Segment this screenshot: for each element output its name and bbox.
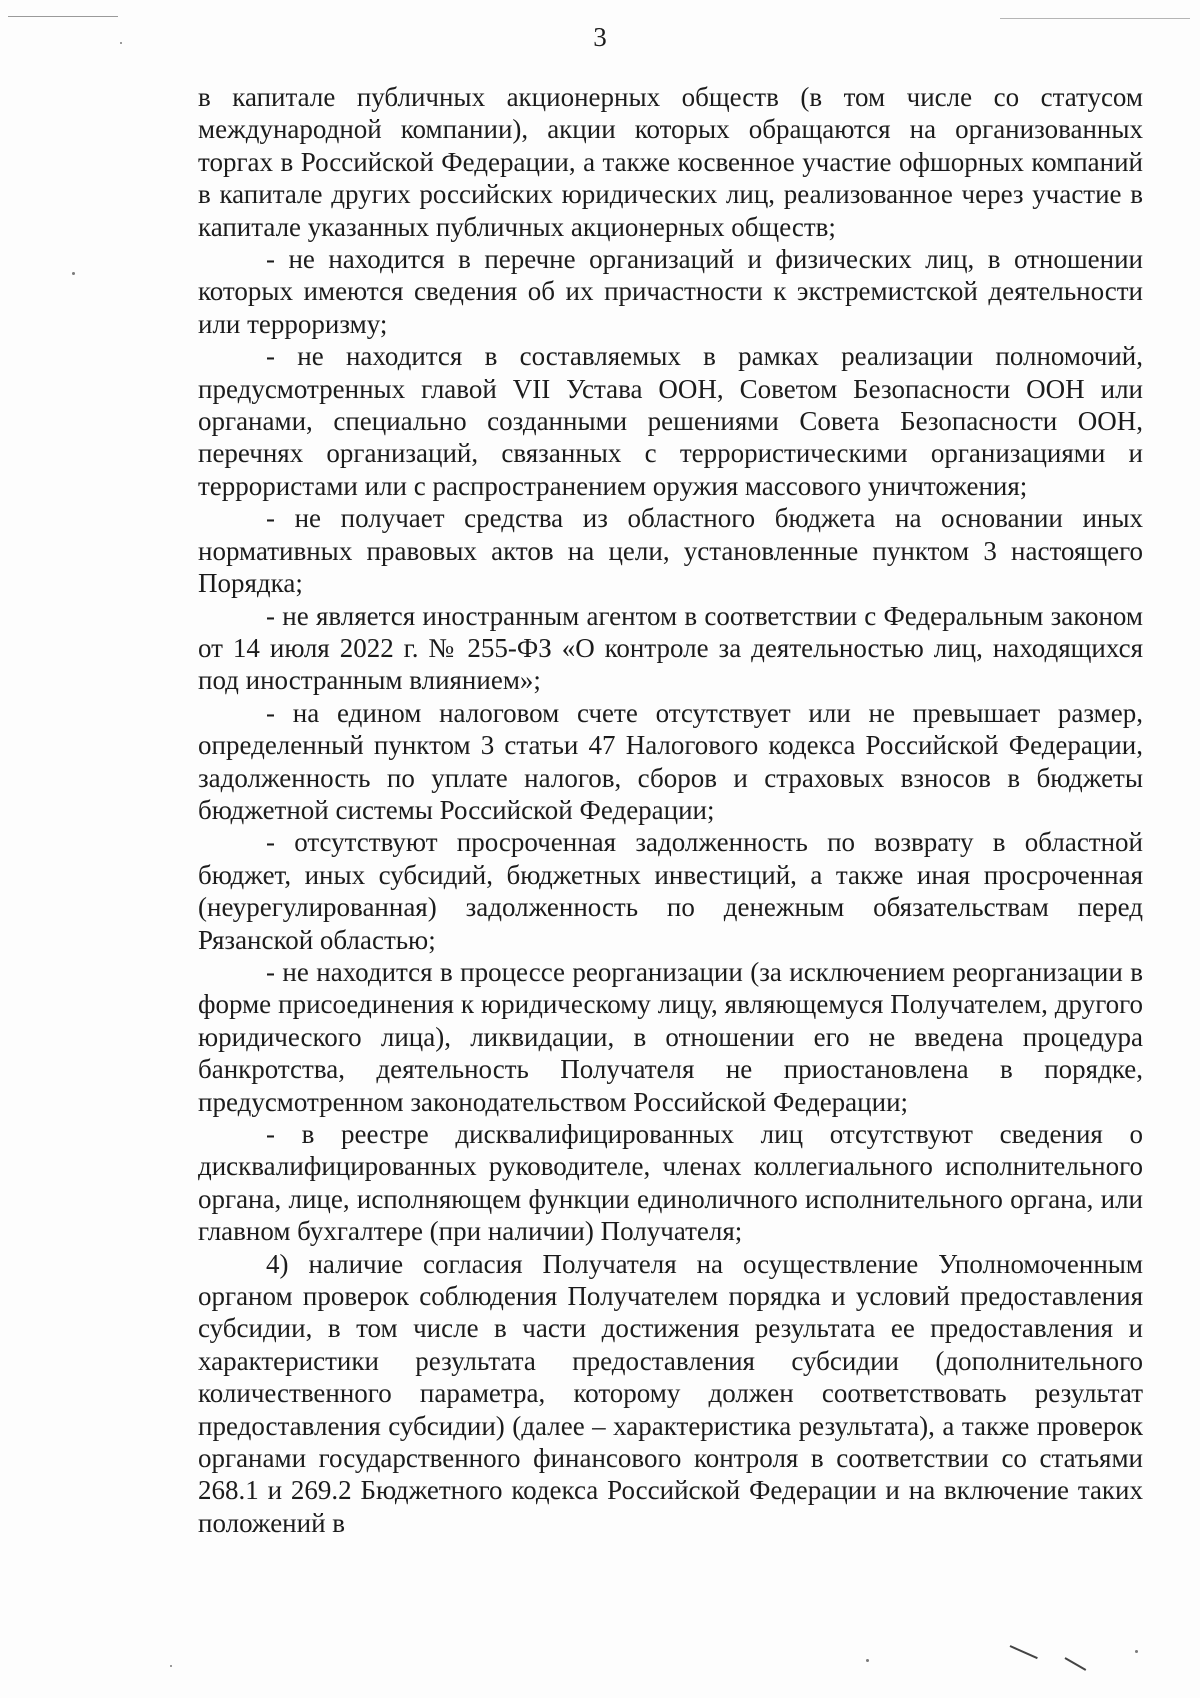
paragraph-disqualified-persons: - в реестре дисквалифицированных лиц отсутствуют сведения о дисквалифицированных руководителе, членах коллегиального исполнительного органа, лице, исполняющем функции единоличного исполнительного органа, или главном бухгалтере (при наличии) Получателя;	[198, 1119, 1143, 1247]
paragraph-extremism-list: - не находится в перечне организаций и физических лиц, в отношении которых имеются сведения об их причастности к экстремистской деятельности или терроризму;	[198, 244, 1143, 339]
scan-artifact-top-left	[8, 16, 118, 17]
paragraph-consent-to-audits: 4) наличие согласия Получателя на осуществление Уполномоченным органом проверок соблюдения Получателем порядка и условий предоставления субсидии, в том числе в части достижения результата ее предоставления и характеристики результата предоставления субсидии (дополнительного количественного параметра, которому должен соответствовать результат предоставления субсидии) (далее – характеристика результата), а также проверок органами государственного финансового контроля в соответствии со статьями 268.1 и 269.2 Бюджетного кодекса Российской Федерации и на включение таких положений в	[198, 1248, 1143, 1538]
paragraph-foreign-agent: - не является иностранным агентом в соответствии с Федеральным законом от 14 июля 2022 г. № 255-ФЗ «О контроле за деятельностью лиц, находящихся под иностранным влиянием»;	[198, 600, 1143, 696]
scan-speck	[1135, 1650, 1138, 1653]
paragraph-overdue-debt: - отсутствуют просроченная задолженность по возврату в областной бюджет, иных субсидий, бюджетных инвестиций, а также иная просроченная (неурегулированная) задолженность по денежным обязательствам перед Рязанской областью;	[198, 827, 1143, 955]
scan-speck	[72, 272, 75, 275]
scan-mark-bottom-right	[1010, 1645, 1038, 1659]
document-body	[198, 81, 1143, 1539]
scan-artifact-top-right	[1000, 18, 1190, 19]
scan-speck	[866, 1659, 869, 1662]
paragraph-reorganization: - не находится в процессе реорганизации (за исключением реорганизации в форме присоединения к юридическому лицу, являющемуся Получателем, другого юридического лица), ликвидации, в отношении его не введена процедура банкротства, деятельность Получателя не приостановлена в порядке, предусмотренном законодательством Российской Федерации;	[198, 956, 1143, 1117]
page-number: 3	[593, 22, 607, 52]
paragraph-un-sanctions: - не находится в составляемых в рамках реализации полномочий, предусмотренных главой VII Устава ООН, Советом Безопасности ООН или органами, специально созданными решениями Совета Безопасности ООН, перечнях организаций, связанных с террористическими организациями и террористами или с распространением оружия массового уничтожения;	[198, 341, 1143, 501]
paragraph-regional-budget-funds: - не получает средства из областного бюджета на основании иных нормативных правовых актов на цели, установленные пунктом 3 настоящего Порядка;	[198, 503, 1143, 599]
paragraph-continuation: в капитале публичных акционерных обществ (в том числе со статусом международной компании), акции которых обращаются на организованных торгах в Российской Федерации, а также косвенное участие офшорных компаний в капитале других российских юридических лиц, реализованное через участие в капитале указанных публичных акционерных обществ;	[198, 82, 1143, 242]
paragraph-tax-account: - на едином налоговом счете отсутствует или не превышает размер, определенный пунктом 3 статьи 47 Налогового кодекса Российской Федерации, задолженность по уплате налогов, сборов и страховых взносов в бюджеты бюджетной системы Российской Федерации;	[198, 697, 1143, 825]
scan-mark-bottom-right	[1065, 1657, 1087, 1671]
scan-speck	[170, 1665, 172, 1667]
